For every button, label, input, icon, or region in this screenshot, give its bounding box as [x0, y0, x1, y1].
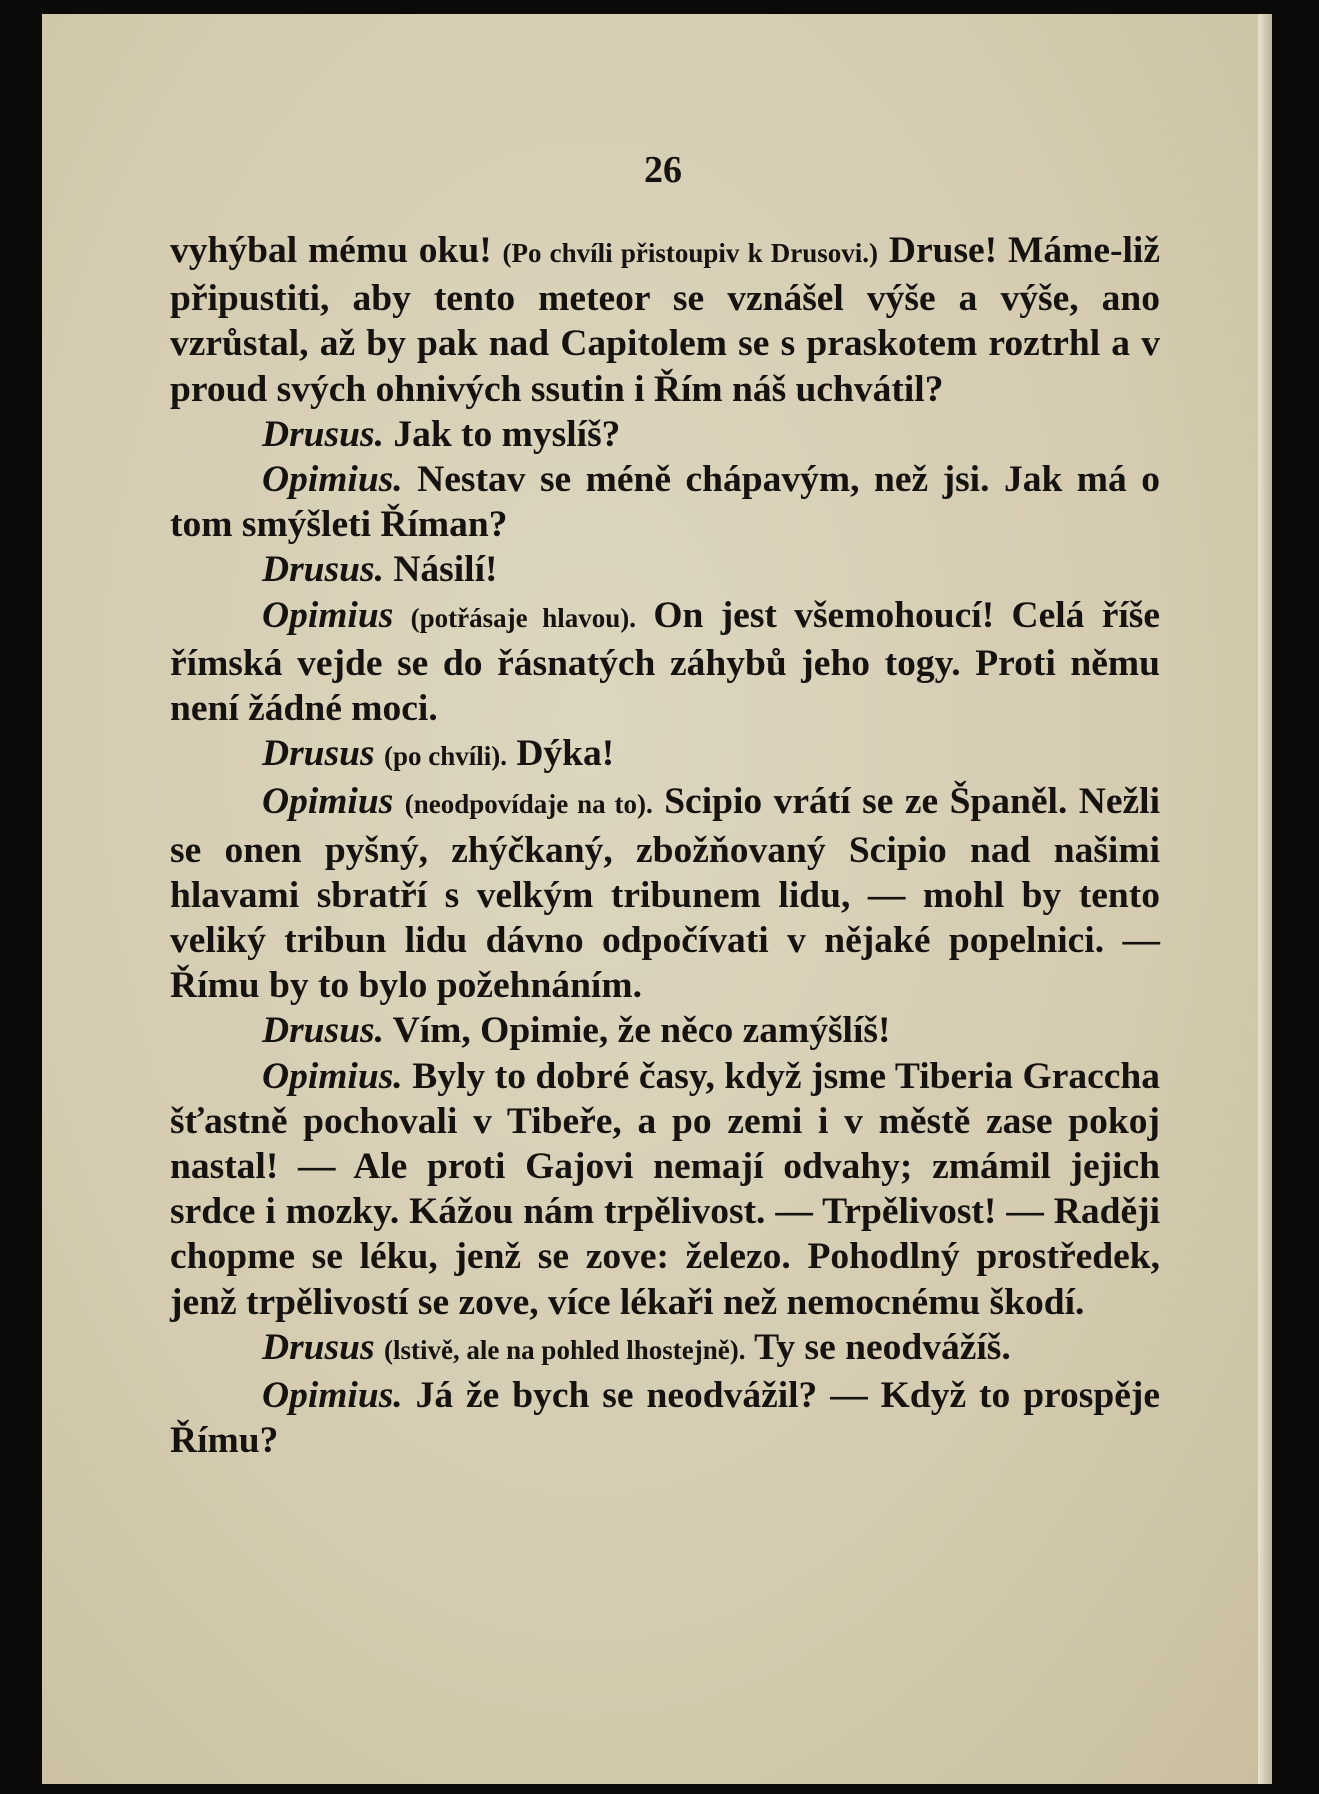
para-text: Násilí! — [393, 549, 498, 591]
paragraph-6 — [170, 779, 1160, 1008]
stage-direction: (neodpovídaje na to). — [404, 789, 653, 820]
speaker: Opimius. — [262, 1055, 403, 1097]
speaker: Drusus. — [262, 549, 384, 591]
page-number: 26 — [644, 149, 682, 191]
stage-direction: (po chvíli). — [383, 741, 507, 772]
speaker: Drusus — [262, 733, 375, 775]
paragraph-0 — [170, 228, 1160, 412]
speaker: Drusus — [262, 1326, 375, 1368]
para-text: On jest všemohoucí! Celá říše římská vejde se do řásnatých záhybů jeho togy. Proti němu není žádné moci. — [170, 594, 1161, 730]
paragraph-2 — [170, 457, 1160, 547]
speaker: Drusus. — [262, 1010, 384, 1052]
paragraph-8 — [170, 1054, 1160, 1325]
para-text: Byly to dobré časy, když jsme Tiberia Graccha šťastně pochovali v Tibeře, a po zemi i v městě zase pokoj nastal! — Ale proti Gajovi nemají odvahy; zmámil jejich srdce i mozky. Kážou nám trpělivost. — Trpělivost! — Raději chopme se léku, jenž se zove: železo. Pohodlný prostředek, jenž trpělivostí se zove, více lékaři než nemocnému škodí. — [170, 1055, 1160, 1323]
paragraph-4 — [170, 593, 1160, 732]
paragraph-9 — [170, 1325, 1160, 1373]
speaker: Opimius — [262, 781, 394, 823]
para-text: Jak to myslíš? — [393, 413, 621, 455]
stage-direction: (Po chvíli přistoupiv k Drusovi.) — [502, 238, 879, 268]
para-text: vyhýbal mému oku! — [170, 230, 503, 271]
speaker: Opimius. — [262, 1375, 403, 1417]
paragraph-5 — [170, 731, 1160, 779]
paragraph-1 — [170, 412, 1160, 457]
speaker: Opimius. — [262, 459, 403, 501]
para-text: Vím, Opimie, že něco zamýšlíš! — [392, 1010, 891, 1052]
paragraph-10 — [170, 1373, 1160, 1463]
book-spine — [1258, 14, 1272, 1784]
speaker: Drusus. — [262, 413, 384, 455]
para-text: Dýka! — [516, 733, 615, 775]
paragraph-3 — [170, 547, 1160, 592]
para-text: Já že bych se neodvážil? — Když to prospěje Římu? — [170, 1375, 1160, 1462]
para-text: Nestav se méně chápavým, než jsi. Jak má o tom smýšleti Říman? — [170, 459, 1160, 546]
para-text: Ty se neodvážíš. — [754, 1326, 1011, 1368]
paragraph-7 — [170, 1008, 1160, 1053]
stage-direction: (lstivě, ale na pohled lhostejně). — [383, 1334, 746, 1365]
para-text: Scipio vrátí se ze Španěl. Nežli se onen pyšný, zhýčkaný, zbožňovaný Scipio nad našimi hlavami sbratří s velkým tribunem lidu, — mohl by tento veliký tribun lidu dávno odpočívati v nějaké popelnici. — Římu by to bylo požehnáním. — [170, 781, 1161, 1007]
speaker: Opimius — [262, 594, 394, 636]
page-body — [170, 228, 1160, 1463]
para-text: Druse! Máme-liž připustiti, aby tento meteor se vznášel výše a výše, ano vzrůstal, až by pak nad Capitolem se s praskotem roztrhl a v proud svých ohnivých ssutin i Řím náš uchvátil? — [170, 230, 1160, 410]
stage-direction: (potřásaje hlavou). — [410, 602, 637, 633]
